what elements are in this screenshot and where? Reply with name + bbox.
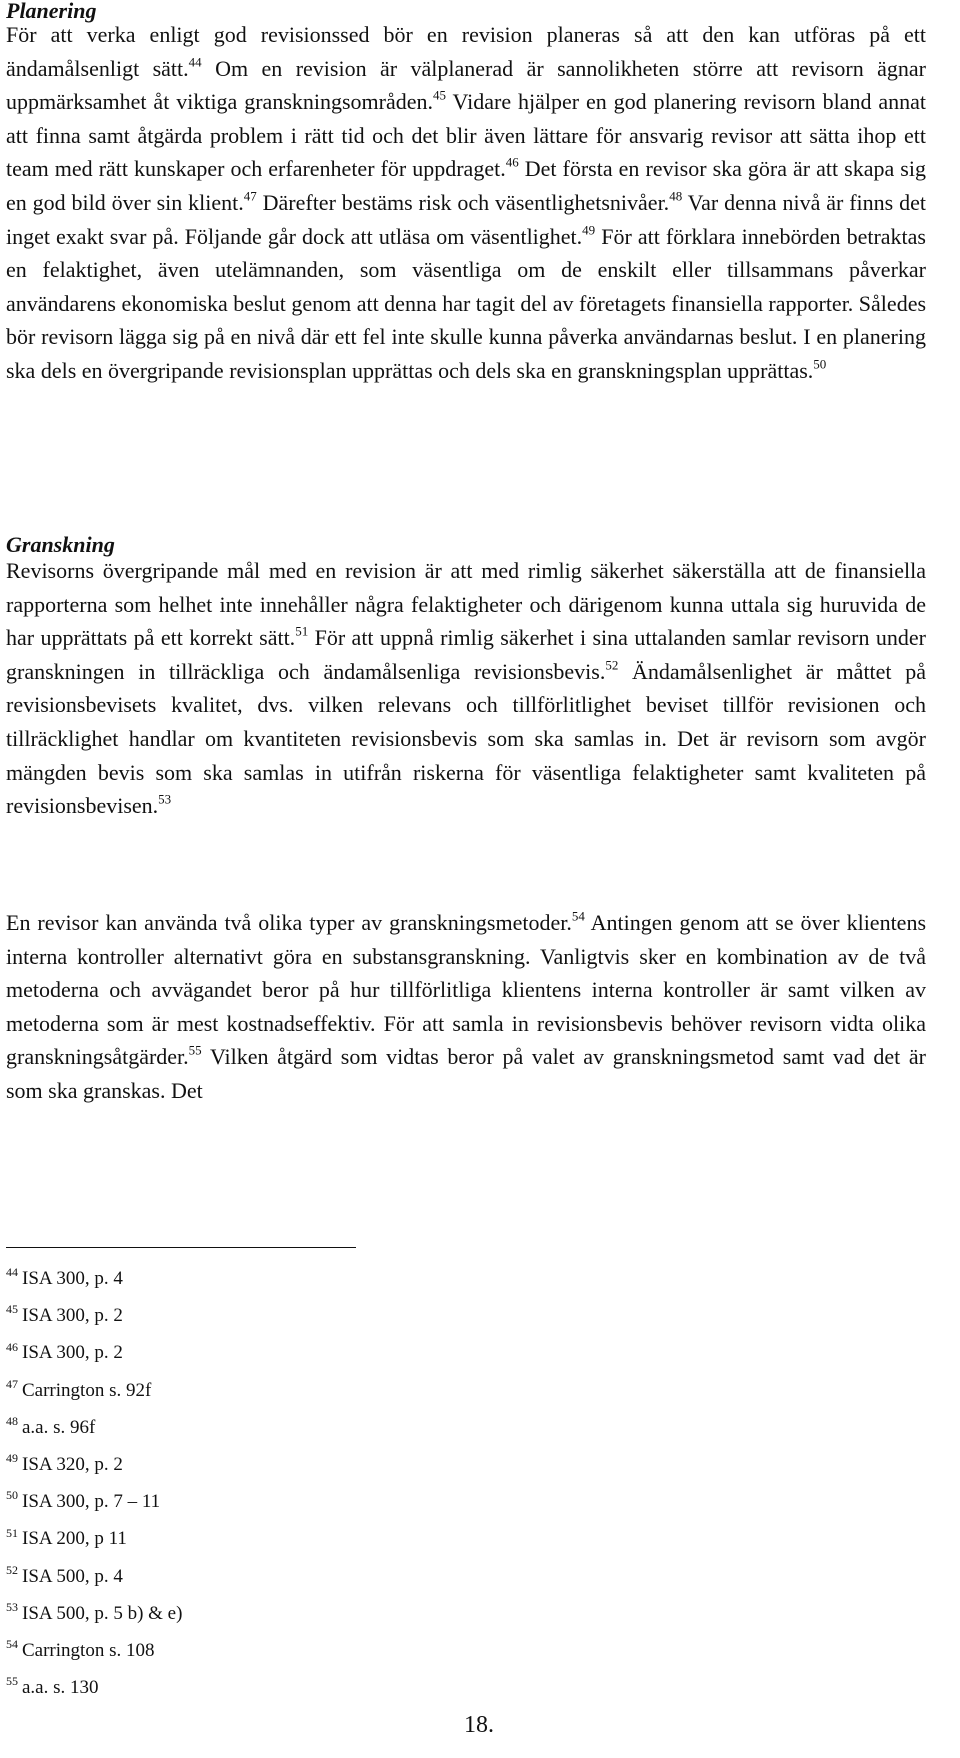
footnote-text: ISA 500, p. 5 b) & e) — [22, 1602, 183, 1624]
footnote — [6, 1297, 182, 1334]
footnote-text: ISA 320, p. 2 — [22, 1453, 123, 1475]
footnote-ref[interactable]: 47 — [243, 188, 257, 204]
page-number: 18. — [464, 1712, 494, 1738]
text-run: Vilken åtgärd som vidtas beror på valet av granskningsmetod samt vad det är som ska granskas. Det — [6, 1044, 926, 1103]
footnote — [6, 1260, 182, 1297]
footnote-ref[interactable]: 49 — [582, 221, 596, 237]
footnote-text: a.a. s. 130 — [22, 1677, 99, 1699]
footnote-separator — [6, 1247, 356, 1248]
text-run: Antingen genom att se över klientens interna kontroller alternativt göra en substansgranskning. Vanligtvis sker en kombination av de två metoderna och avvägandet beror på hur tillförlitliga klientens interna kontroller är samt vilken av metoderna som är mest kostnadseffektiv. För att samla in revisionsbevis behöver revisorn vidta olika granskningsåtgärder. — [6, 910, 927, 1070]
footnote-ref[interactable]: 54 — [571, 908, 585, 924]
footnote-ref[interactable]: 55 — [188, 1042, 202, 1058]
text-run: För att verka enligt god revisionssed bör en revision planeras så att den kan utföras på ett ändamålsenligt sätt. — [6, 22, 926, 81]
footnote-number: 51 — [6, 1525, 18, 1540]
footnote — [6, 1483, 182, 1520]
footnote-text: Carrington s. 108 — [22, 1639, 155, 1661]
footnote-number: 48 — [6, 1413, 18, 1428]
footnote — [6, 1520, 182, 1557]
footnote — [6, 1669, 182, 1706]
footnote-number: 47 — [6, 1376, 18, 1391]
footnote-number: 50 — [6, 1488, 18, 1503]
footnote-number: 46 — [6, 1339, 18, 1354]
footnote-ref[interactable]: 50 — [813, 356, 827, 372]
footnote-text: ISA 300, p. 2 — [22, 1305, 123, 1327]
footnote-ref[interactable]: 51 — [295, 623, 309, 639]
footnote-ref[interactable]: 46 — [505, 154, 519, 170]
footnote-text: a.a. s. 96f — [22, 1416, 96, 1438]
text-run: För att förklara innebörden betraktas en felaktighet, även utelämnanden, som väsentliga om de enskilt eller tillsammans påverkar användarens ekonomiska beslut genom att denna har tagit del av företagets finansiella rapporter. Således bör revisorn lägga sig på en nivå där ett fel inte skulle kunna påverka användarnas beslut. I en planering ska dels en övergripande revisionsplan upprättas och dels ska en granskningsplan upprättas. — [6, 223, 927, 383]
footnote — [6, 1409, 182, 1446]
footnote-text: Carrington s. 92f — [22, 1379, 152, 1401]
paragraph-granskning-2 — [6, 906, 926, 1108]
footnote-list — [6, 1260, 182, 1706]
footnote-text: ISA 500, p. 4 — [22, 1565, 123, 1587]
footnote-number: 52 — [6, 1562, 18, 1577]
footnote-text: ISA 300, p. 4 — [22, 1268, 123, 1289]
footnote-number: 53 — [6, 1599, 18, 1614]
text-run: Om en revision är välplanerad är sannolikheten större att revisorn ägnar uppmärksamhet åt viktiga granskningsområden. — [6, 55, 927, 115]
footnote — [6, 1595, 182, 1632]
footnote-ref[interactable]: 53 — [158, 791, 172, 807]
footnote — [6, 1372, 182, 1409]
text-run: Det första en revisor ska göra är att skapa sig en god bild över sin klient. — [6, 156, 926, 215]
footnote — [6, 1632, 182, 1669]
footnote — [6, 1334, 182, 1371]
footnote-number: 55 — [6, 1674, 18, 1689]
footnote-number: 49 — [6, 1451, 18, 1466]
footnote-number: 44 — [6, 1265, 18, 1280]
footnote-text: ISA 200, p 11 — [22, 1528, 127, 1550]
footnote-ref[interactable]: 52 — [605, 657, 619, 673]
footnote-number: 54 — [6, 1637, 18, 1652]
section-heading-planering: Planering — [6, 0, 97, 23]
text-run: För att uppnå rimlig säkerhet i sina uttalanden samlar revisorn under granskningen in tillräckliga och ändamålsenliga revisionsbevis. — [6, 625, 926, 684]
paragraph-granskning-1 — [6, 554, 926, 823]
text-run: Var denna nivå är finns det inget exakt svar på. Följande går dock att utläsa om väsentlighet. — [6, 189, 926, 249]
footnote-number: 45 — [6, 1302, 18, 1317]
text-run: Därefter bestäms risk och väsentlighetsnivåer. — [256, 189, 670, 215]
footnote — [6, 1558, 182, 1595]
section-heading-granskning: Granskning — [6, 532, 115, 557]
footnote — [6, 1446, 182, 1483]
text-run: En revisor kan använda två olika typer av granskningsmetoder. — [6, 910, 572, 935]
text-run: Revisorns övergripande mål med en revision är att med rimlig säkerhet säkerställa att de finansiella rapporterna som helhet inte innehåller några felaktigheter och därigenom kunna uttala sig huruvida de har upprättats på ett korrekt sätt. — [6, 558, 926, 651]
text-run: Vidare hjälper en god planering revisorn bland annat att finna samt åtgärda problem i rätt tid och det blir även lättare för ansvarig revisor att sätta ihop ett team med rätt kunskaper och erfarenheter för uppdraget. — [6, 89, 926, 182]
footnote-ref[interactable]: 45 — [433, 87, 447, 103]
footnote-text: ISA 300, p. 2 — [22, 1342, 123, 1364]
footnote-ref[interactable]: 48 — [669, 188, 683, 204]
text-run: Ändamålsenlighet är måttet på revisionsbevisets kvalitet, dvs. vilken relevans och tillförlitlighet beviset tillför revisionen och tillräcklighet handlar om kvantiteten revisionsbevis som ska samlas in. Det är revisorn som avgör mängden bevis som ska samlas in utifrån riskerna för väsentliga felaktigheter samt kvaliteten på revisionsbevisen. — [6, 658, 926, 819]
footnote-text: ISA 300, p. 7 – 11 — [22, 1491, 161, 1513]
footnote-ref[interactable]: 44 — [188, 53, 202, 69]
paragraph-planering — [6, 18, 926, 388]
